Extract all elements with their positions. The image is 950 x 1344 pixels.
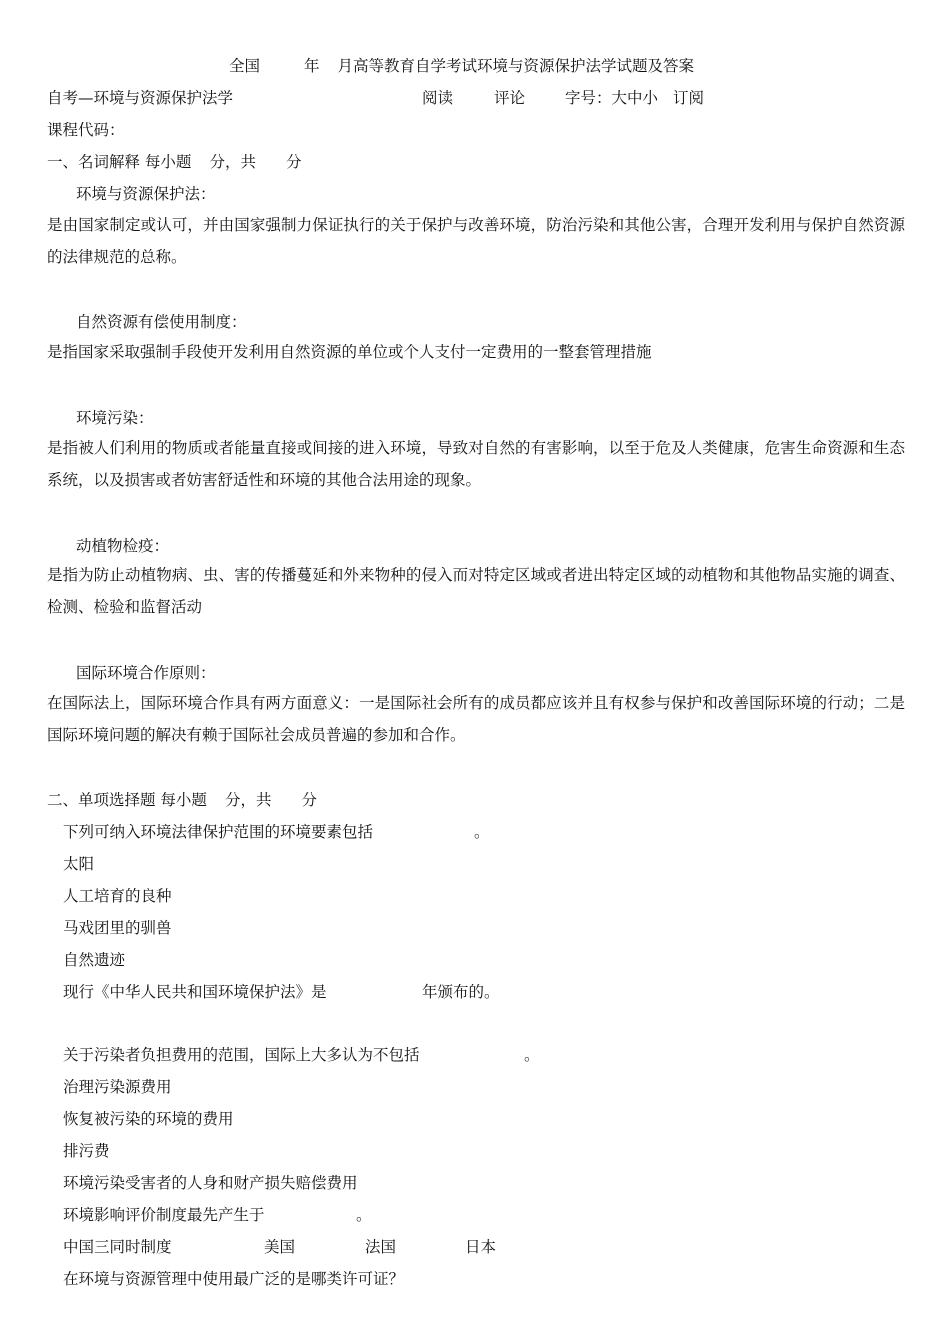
answer-option: 人工培育的良种	[63, 887, 172, 905]
title-part-3: 月高等教育自学考试环境与资源保护法学试题及答案	[337, 57, 695, 75]
title-part-1: 全国	[229, 57, 261, 75]
term-definition: 在国际法上，国际环境合作具有两方面意义：一是国际社会所有的成员都应该并且有权参与保护和改善国际环境的行动；二是国际环境问题的解决有赖于国际社会成员普遍的参加和合作。	[47, 694, 905, 744]
section2-heading-c: 分	[301, 791, 317, 809]
term-definition: 是由国家制定或认可，并由国家强制力保证执行的关于保护与改善环境，防治污染和其他公害，合理开发利用与保护自然资源的法律规范的总称。	[47, 216, 905, 266]
answer-option: 法国	[365, 1238, 397, 1256]
term-definition: 是指国家采取强制手段使开发利用自然资源的单位或个人支付一定费用的一整套管理措施	[47, 343, 652, 361]
read-link[interactable]: 阅读	[422, 89, 454, 107]
question-end: 。	[474, 823, 490, 841]
section1-heading-a: 一、名词解释 每小题	[47, 153, 192, 171]
question-stem: 环境影响评价制度最先产生于	[63, 1206, 265, 1224]
question-end: 。	[356, 1206, 372, 1224]
section1-heading	[47, 152, 301, 172]
answer-option: 治理污染源费用	[63, 1078, 172, 1096]
question-end: 年颁布的。	[422, 983, 500, 1001]
term-title: 自然资源有偿使用制度：	[76, 313, 247, 331]
question-stem: 在环境与资源管理中使用最广泛的是哪类许可证？	[63, 1270, 405, 1288]
title-part-2: 年	[304, 57, 320, 75]
answer-option: 中国三同时制度	[63, 1238, 172, 1256]
term-title: 环境与资源保护法：	[76, 185, 216, 203]
section2-heading-b: 分，共	[224, 791, 272, 809]
term-definition: 是指被人们利用的物质或者能量直接或间接的进入环境，导致对自然的有害影响，以至于危及人类健康，危害生命资源和生态系统，以及损害或者妨害舒适性和环境的其他合法用途的现象。	[47, 439, 905, 489]
answer-option: 排污费	[63, 1142, 110, 1160]
font-size-selector[interactable]: 字号：大中小	[565, 89, 659, 107]
section1-heading-c: 分	[285, 153, 302, 171]
subject-label: 自考—环境与资源保护法学	[47, 89, 234, 107]
answer-option: 马戏团里的驯兽	[63, 919, 172, 937]
document-title	[229, 56, 694, 76]
answer-option: 恢复被污染的环境的费用	[63, 1110, 234, 1128]
course-code-label: 课程代码：	[47, 121, 125, 139]
answer-option: 太阳	[63, 855, 95, 873]
question-stem: 下列可纳入环境法律保护范围的环境要素包括	[63, 823, 374, 841]
term-title: 动植物检疫：	[76, 537, 170, 555]
question-end: 。	[524, 1046, 540, 1064]
term-title: 国际环境合作原则：	[76, 664, 216, 682]
answer-option: 美国	[264, 1238, 296, 1256]
section2-heading-a: 二、单项选择题 每小题	[47, 791, 207, 809]
term-definition: 是指为防止动植物病、虫、害的传播蔓延和外来物种的侵入而对特定区域或者进出特定区域的动植物和其他物品实施的调查、检测、检验和监督活动	[47, 566, 905, 616]
subscribe-link[interactable]: 订阅	[673, 89, 705, 107]
question-stem: 关于污染者负担费用的范围，国际上大多认为不包括	[63, 1046, 420, 1064]
answer-option: 环境污染受害者的人身和财产损失赔偿费用	[63, 1174, 358, 1192]
answer-option: 日本	[465, 1238, 497, 1256]
section1-heading-b: 分，共	[209, 153, 256, 171]
answer-option: 自然遗迹	[63, 951, 126, 969]
term-title: 环境污染：	[76, 409, 154, 427]
question-stem: 现行《中华人民共和国环境保护法》是	[63, 983, 327, 1001]
section2-heading	[47, 790, 317, 810]
comment-link[interactable]: 评论	[494, 89, 526, 107]
